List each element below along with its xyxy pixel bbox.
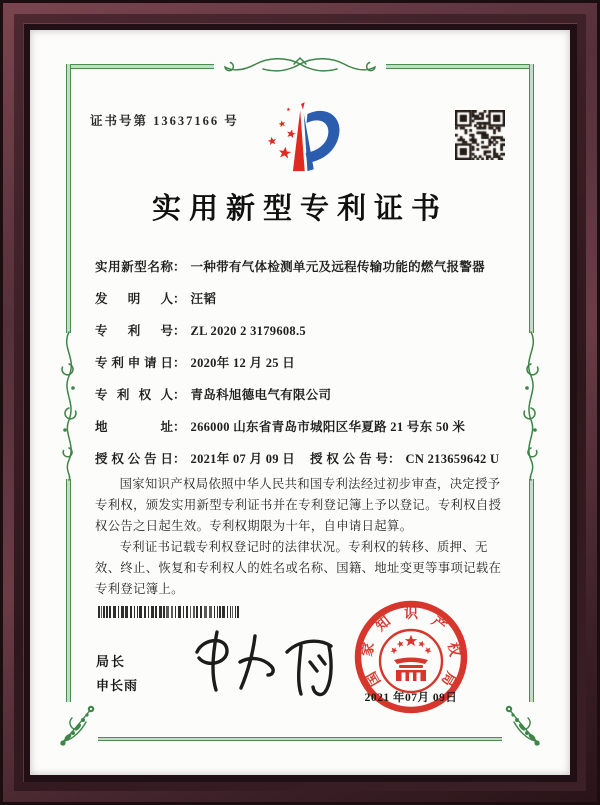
field-list bbox=[95, 257, 507, 487]
certificate-number: 证书号第 13637166 号 bbox=[90, 114, 239, 128]
svg-text:知: 知 bbox=[373, 614, 394, 635]
field-value: CN 213659642 U bbox=[405, 452, 500, 466]
legal-text bbox=[95, 474, 507, 600]
field-label: 授权公告日 bbox=[95, 452, 173, 466]
field-row-patent-number: 专利号： ZL 2020 2 3179608.5 bbox=[95, 321, 507, 339]
field-value: 2021年 07 月 09 日 bbox=[190, 452, 296, 466]
bottom-left-floral-icon bbox=[56, 700, 98, 748]
svg-text:家: 家 bbox=[360, 641, 378, 658]
field-label: 专利号 bbox=[95, 324, 173, 338]
officer-name: 申长雨 bbox=[96, 678, 139, 693]
field-value: 266000 山东省青岛市城阳区华夏路 21 号东 50 米 bbox=[190, 420, 466, 434]
svg-text:局: 局 bbox=[437, 668, 458, 689]
left-scroll-flourish-icon bbox=[56, 330, 82, 482]
field-value: 汪韬 bbox=[190, 292, 217, 306]
cnipa-logo-icon bbox=[263, 101, 341, 185]
field-value: 2020年 12 月 25 日 bbox=[190, 356, 296, 370]
field-value: 一种带有气体检测单元及远程传输功能的燃气报警器 bbox=[190, 260, 485, 274]
qr-code-icon bbox=[455, 110, 505, 160]
field-pair-grant-number: 授权公告号： CN 213659642 U bbox=[310, 449, 499, 467]
certificate-title: 实用新型专利证书 bbox=[151, 193, 448, 225]
field-row-address: 地址： 266000 山东省青岛市城阳区华夏路 21 号东 50 米 bbox=[95, 417, 507, 435]
field-label: 专利权人 bbox=[95, 388, 173, 402]
field-row-grant: 授权公告日： 2021年 07 月 09 日 授权公告号： CN 213659642 U bbox=[95, 449, 507, 467]
top-scroll-flourish-icon bbox=[215, 55, 385, 77]
green-border-bottom-rule bbox=[97, 737, 503, 741]
seal-date: 2021 年07月 09日 bbox=[364, 692, 458, 704]
field-row-name: 实用新型名称： 一种带有气体检测单元及远程传输功能的燃气报警器 bbox=[95, 257, 507, 275]
field-label: 实用新型名称 bbox=[95, 260, 173, 274]
director-signature-icon bbox=[183, 626, 343, 698]
field-label: 地址 bbox=[95, 420, 173, 434]
field-label: 授权公告号 bbox=[310, 452, 388, 466]
bottom-right-floral-icon bbox=[502, 700, 544, 748]
legal-paragraph-2: 专利证书记载专利权登记时的法律状况。专利权的转移、质押、无效、终止、恢复和专利权人的姓名或名称、国籍、地址变更等事项记载在专利登记簿上。 bbox=[95, 540, 502, 596]
barcode-icon bbox=[98, 606, 240, 618]
svg-text:产: 产 bbox=[428, 614, 449, 635]
svg-text:权: 权 bbox=[444, 641, 462, 658]
field-row-inventor: 发明人： 汪韬 bbox=[95, 289, 507, 307]
right-scroll-flourish-icon bbox=[518, 330, 544, 482]
field-row-filing-date: 专利申请日： 2020年 12 月 25 日 bbox=[95, 353, 507, 371]
legal-paragraph-1: 国家知识产权局依照中华人民共和国专利法经过初步审查，决定授予专利权，颁发实用新型专利证书并在专利登记簿上予以登记。专利权自授权公告之日起生效。专利权期限为十年，自申请日起算。 bbox=[95, 477, 502, 533]
field-value: ZL 2020 2 3179608.5 bbox=[190, 324, 306, 338]
field-label: 发明人 bbox=[95, 292, 173, 306]
field-label: 专利申请日 bbox=[95, 356, 173, 370]
svg-text:识: 识 bbox=[404, 607, 418, 622]
svg-text:国: 国 bbox=[364, 668, 385, 689]
officer-title: 局长 bbox=[96, 654, 127, 669]
field-value: 青岛科旭德电气有限公司 bbox=[190, 388, 332, 402]
field-row-patentee: 专利权人： 青岛科旭德电气有限公司 bbox=[95, 385, 507, 403]
